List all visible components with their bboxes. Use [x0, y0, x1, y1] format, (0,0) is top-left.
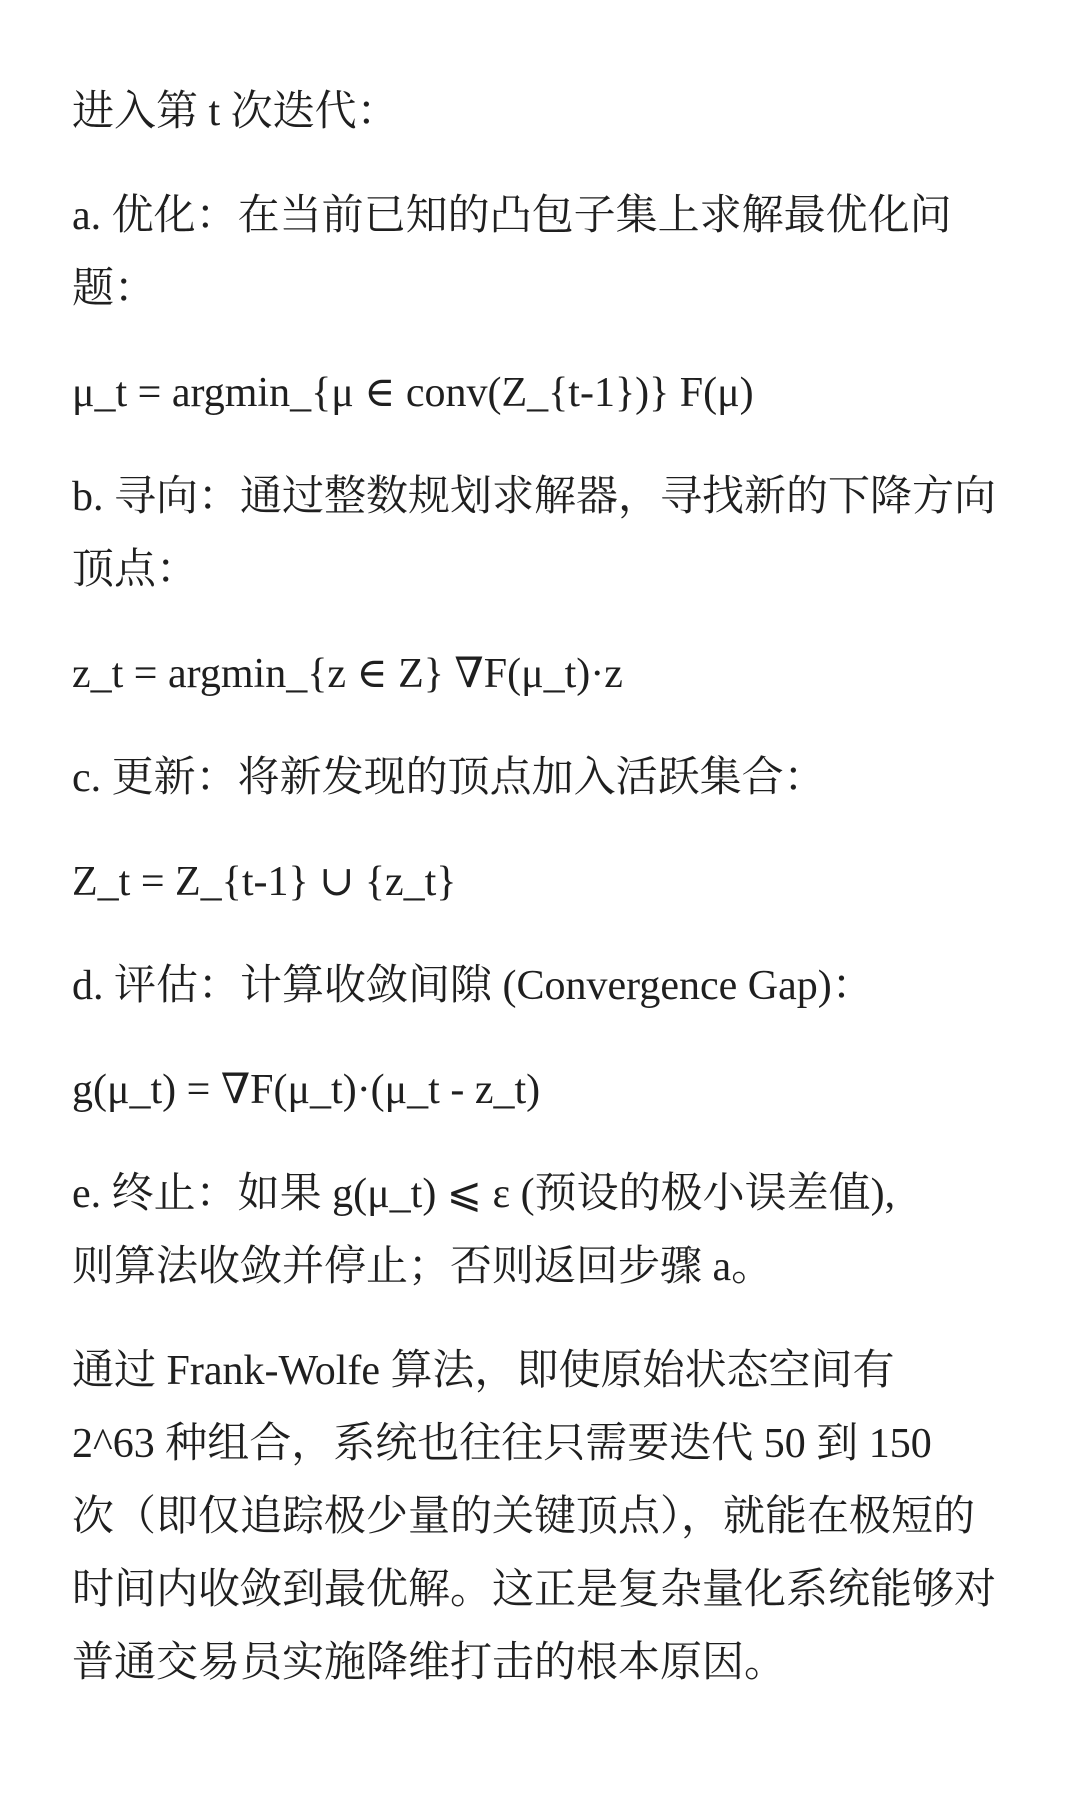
conclusion-line: 通过 Frank-Wolfe 算法，即使原始状态空间有: [72, 1348, 895, 1394]
formula-line: z_t = argmin_{z ∈ Z} ∇F(μ_t)·z: [72, 651, 623, 697]
intro-line: 进入第 t 次迭代：: [72, 89, 399, 135]
conclusion-line: 2^63 种组合，系统也往往只需要迭代 50 到 150: [72, 1421, 932, 1467]
conclusion-line: 普通交易员实施降维打击的根本原因。: [72, 1640, 787, 1686]
formula-b: [72, 638, 1008, 711]
step-b-paragraph: [72, 461, 1008, 607]
formula-c: [72, 846, 1008, 919]
formula-a: [72, 357, 1008, 430]
step-d-paragraph: [72, 950, 1008, 1023]
conclusion-line: 时间内收敛到最优解。这正是复杂量化系统能够对: [72, 1567, 997, 1613]
step-c-line: c. 更新：将新发现的顶点加入活跃集合：: [72, 755, 826, 801]
step-b-line: b. 寻向：通过整数规划求解器，寻找新的下降方向: [72, 474, 997, 520]
document-body: [72, 76, 1008, 1731]
step-e-line: e. 终止：如果 g(μ_t) ⩽ ε (预设的极小误差值),: [72, 1171, 896, 1217]
step-b-line: 顶点：: [72, 547, 199, 593]
step-c-paragraph: [72, 742, 1008, 815]
conclusion-line: 次（即仅追踪极少量的关键顶点），就能在极短的: [72, 1494, 976, 1540]
step-a-line: a. 优化：在当前已知的凸包子集上求解最优化问: [72, 193, 952, 239]
formula-line: μ_t = argmin_{μ ∈ conv(Z_{t-1})} F(μ): [72, 370, 754, 416]
step-a-line: 题：: [72, 266, 157, 312]
step-d-line: d. 评估：计算收敛间隙 (Convergence Gap)：: [72, 963, 874, 1009]
formula-line: Z_t = Z_{t-1} ∪ {z_t}: [72, 859, 457, 905]
formula-line: g(μ_t) = ∇F(μ_t)·(μ_t - z_t): [72, 1067, 541, 1113]
step-e-line: 则算法收敛并停止；否则返回步骤 a。: [72, 1244, 774, 1290]
formula-d: [72, 1054, 1008, 1127]
conclusion-paragraph: [72, 1335, 1008, 1700]
step-e-paragraph: [72, 1158, 1008, 1304]
step-a-paragraph: [72, 180, 1008, 326]
intro-paragraph: [72, 76, 1008, 149]
